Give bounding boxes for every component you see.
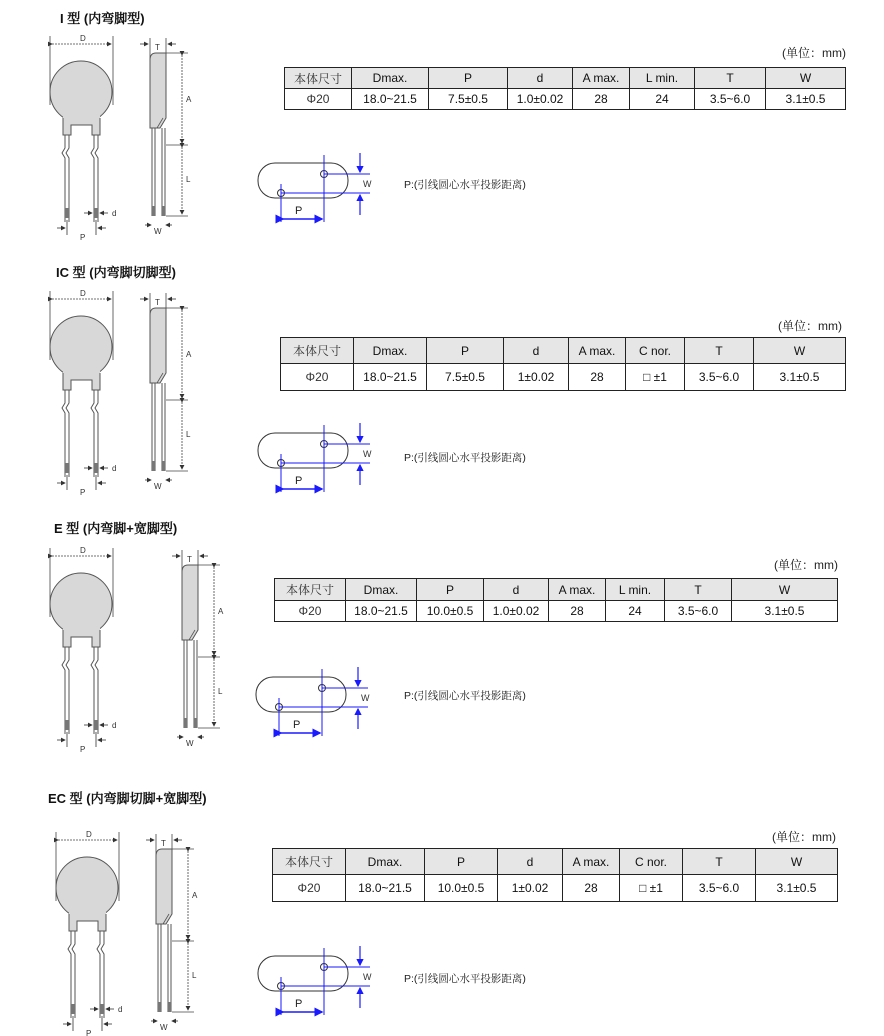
section-title: EC 型 (内弯脚切脚+宽脚型) (48, 791, 207, 806)
side-view-drawing (172, 542, 232, 752)
table-header-row (281, 338, 846, 364)
table-cell: T (683, 849, 756, 875)
cell: 3.5~6.0 (695, 89, 766, 110)
table-cell: A max. (563, 849, 620, 875)
section-ec-type (0, 783, 884, 1036)
svg-text:D: D (80, 34, 86, 43)
svg-text:D: D (80, 289, 86, 298)
svg-text:A: A (186, 95, 192, 104)
table-cell: 28 (563, 875, 620, 902)
table-cell: Dmax. (346, 849, 425, 875)
svg-text:d: d (112, 464, 117, 473)
svg-text:W: W (154, 227, 162, 236)
svg-text:W: W (186, 739, 194, 748)
table-row (273, 875, 838, 902)
header-cell: P (429, 68, 508, 89)
svg-text:P: P (80, 488, 86, 495)
table-cell: Φ20 (273, 875, 346, 902)
svg-text:d: d (112, 721, 117, 730)
table-cell: 3.1±0.5 (754, 364, 846, 391)
table-cell: d (504, 338, 569, 364)
table-cell: 3.5~6.0 (665, 601, 732, 622)
table-header-row (273, 849, 838, 875)
cell: 18.0~21.5 (352, 89, 429, 110)
table-cell: L min. (606, 579, 665, 601)
table-cell: 24 (606, 601, 665, 622)
svg-text:P: P (295, 205, 303, 217)
section-ic-type (0, 255, 884, 500)
svg-text:T: T (187, 555, 192, 564)
svg-text:P: P (293, 719, 301, 731)
svg-text:T: T (155, 298, 160, 307)
svg-text:P: P (86, 1029, 92, 1036)
section-title: I 型 (内弯脚型) (60, 11, 145, 26)
table-row (285, 89, 846, 110)
svg-text:D: D (86, 830, 92, 839)
svg-text:L: L (218, 687, 223, 696)
header-cell: T (695, 68, 766, 89)
svg-text:L: L (186, 175, 191, 184)
svg-text:A: A (218, 607, 224, 616)
lead-projection-diagram (252, 420, 382, 496)
svg-text:d: d (118, 1005, 123, 1014)
table-cell: □ ±1 (626, 364, 685, 391)
svg-text:W: W (361, 693, 370, 703)
table-cell: A max. (569, 338, 626, 364)
table-cell: 28 (549, 601, 606, 622)
table-cell: 18.0~21.5 (346, 875, 425, 902)
svg-text:d: d (112, 209, 117, 218)
cell: 24 (630, 89, 695, 110)
table-cell: □ ±1 (620, 875, 683, 902)
cell: 1.0±0.02 (508, 89, 573, 110)
svg-text:A: A (186, 350, 192, 359)
svg-text:P: P (80, 745, 86, 752)
header-cell: Dmax. (352, 68, 429, 89)
table-cell: 本体尺寸 (281, 338, 354, 364)
svg-text:W: W (363, 449, 372, 459)
section-title: E 型 (内弯脚+宽脚型) (54, 521, 178, 536)
svg-text:D: D (80, 546, 86, 555)
table-cell: P (417, 579, 484, 601)
table-cell: 10.0±0.5 (425, 875, 498, 902)
table-cell: C nor. (626, 338, 685, 364)
unit-label: (单位：mm) (774, 558, 838, 572)
lead-projection-diagram (250, 664, 380, 740)
svg-text:T: T (161, 839, 166, 848)
front-view-drawing (40, 285, 130, 495)
unit-label: (单位：mm) (778, 319, 842, 333)
projection-note: P:(引线圆心水平投影距离) (404, 452, 526, 464)
table-cell: 3.1±0.5 (756, 875, 838, 902)
table-cell: 3.5~6.0 (683, 875, 756, 902)
table-cell: W (756, 849, 838, 875)
svg-text:W: W (363, 972, 372, 982)
table-cell: Φ20 (281, 364, 354, 391)
table-cell: d (498, 849, 563, 875)
table-cell: 18.0~21.5 (346, 601, 417, 622)
spec-table (284, 67, 846, 110)
table-cell: P (427, 338, 504, 364)
front-view-drawing (40, 30, 130, 240)
svg-text:L: L (186, 430, 191, 439)
svg-text:P: P (295, 475, 303, 487)
side-view-drawing (146, 826, 206, 1036)
table-row (275, 601, 838, 622)
svg-text:W: W (160, 1023, 168, 1032)
table-cell: 18.0~21.5 (354, 364, 427, 391)
table-cell: 1±0.02 (498, 875, 563, 902)
header-cell: A max. (573, 68, 630, 89)
header-cell: L min. (630, 68, 695, 89)
projection-note: P:(引线圆心水平投影距离) (404, 973, 526, 985)
svg-text:P: P (80, 233, 86, 240)
table-cell: A max. (549, 579, 606, 601)
side-view-drawing (140, 285, 200, 495)
header-cell: d (508, 68, 573, 89)
projection-note: P:(引线圆心水平投影距离) (404, 690, 526, 702)
table-cell: 1±0.02 (504, 364, 569, 391)
unit-label: (单位：mm) (772, 830, 836, 844)
table-cell: 7.5±0.5 (427, 364, 504, 391)
table-cell: W (754, 338, 846, 364)
cell: Φ20 (285, 89, 352, 110)
table-cell: 1.0±0.02 (484, 601, 549, 622)
section-i-type (0, 0, 884, 245)
section-e-type (0, 512, 884, 762)
table-cell: Dmax. (346, 579, 417, 601)
spec-table (280, 337, 846, 391)
table-cell: 3.1±0.5 (732, 601, 838, 622)
front-view-drawing (40, 542, 130, 752)
svg-text:W: W (363, 179, 372, 189)
table-cell: C nor. (620, 849, 683, 875)
svg-text:P: P (295, 998, 303, 1010)
table-header-row (275, 579, 838, 601)
table-row (281, 364, 846, 391)
svg-text:A: A (192, 891, 198, 900)
header-cell: 本体尺寸 (285, 68, 352, 89)
side-view-drawing (140, 30, 200, 240)
table-cell: 本体尺寸 (275, 579, 346, 601)
section-title: IC 型 (内弯脚切脚型) (56, 265, 176, 280)
svg-text:L: L (192, 971, 197, 980)
lead-projection-diagram (252, 150, 382, 226)
spec-table (272, 848, 838, 902)
lead-projection-diagram (252, 943, 382, 1019)
table-cell: 本体尺寸 (273, 849, 346, 875)
table-cell: W (732, 579, 838, 601)
cell: 28 (573, 89, 630, 110)
cell: 7.5±0.5 (429, 89, 508, 110)
unit-label: (单位：mm) (782, 46, 846, 60)
cell: 3.1±0.5 (766, 89, 846, 110)
table-cell: T (665, 579, 732, 601)
table-cell: T (685, 338, 754, 364)
table-cell: Dmax. (354, 338, 427, 364)
table-cell: 28 (569, 364, 626, 391)
table-header-row (285, 68, 846, 89)
spec-table (274, 578, 838, 622)
table-cell: 3.5~6.0 (685, 364, 754, 391)
projection-note: P:(引线圆心水平投影距离) (404, 179, 526, 191)
header-cell: W (766, 68, 846, 89)
table-cell: d (484, 579, 549, 601)
table-cell: Φ20 (275, 601, 346, 622)
table-cell: 10.0±0.5 (417, 601, 484, 622)
svg-text:T: T (155, 43, 160, 52)
front-view-drawing (46, 826, 136, 1036)
table-cell: P (425, 849, 498, 875)
svg-text:W: W (154, 482, 162, 491)
